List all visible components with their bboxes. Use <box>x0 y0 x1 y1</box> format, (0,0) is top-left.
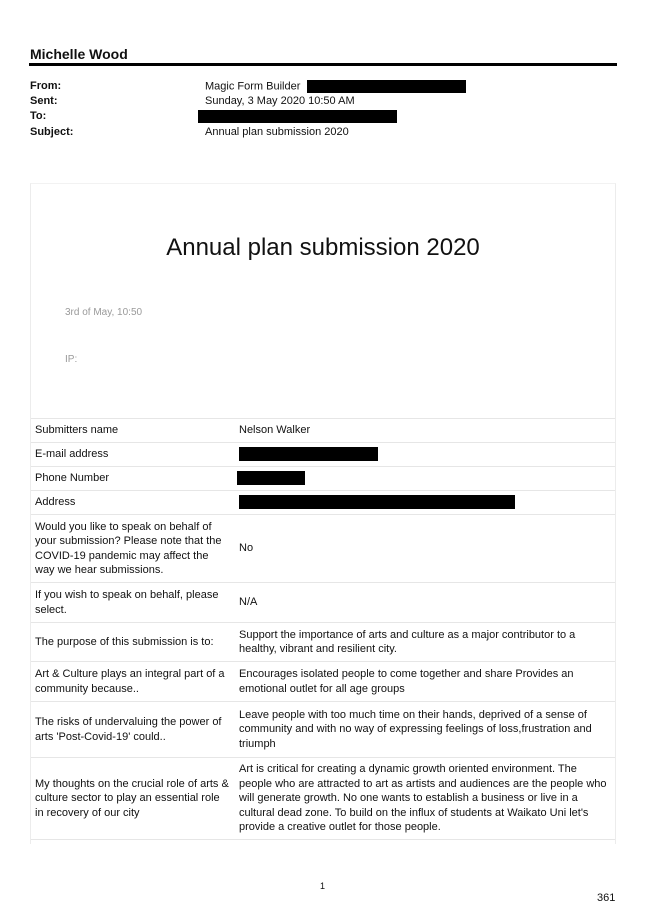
ip-label: IP: <box>65 354 78 365</box>
to-value <box>198 110 397 123</box>
submission-table <box>31 418 615 840</box>
form-submission-panel <box>30 183 616 844</box>
table-row <box>31 515 615 583</box>
question-cell: Submitters name <box>31 419 235 443</box>
table-row <box>31 702 615 758</box>
table-row <box>31 443 615 467</box>
answer-cell: Support the importance of arts and culture as a major contributor to a healthy, vibrant and resilient city. <box>235 623 615 662</box>
answer-cell: Encourages isolated people to come together and share Provides an emotional outlet for all age groups <box>235 662 615 702</box>
question-cell: E-mail address <box>31 443 235 467</box>
answer-cell: Leave people with too much time on their hands, deprived of a sense of community and with no way of expressing feelings of loss,frustration and triumph <box>235 702 615 758</box>
table-row <box>31 583 615 623</box>
submission-date: 3rd of May, 10:50 <box>65 307 143 318</box>
table-row <box>31 758 615 840</box>
page-number: 1 <box>319 881 325 891</box>
sent-label: Sent: <box>30 95 58 107</box>
table-row <box>31 491 615 515</box>
question-cell: Would you like to speak on behalf of your submission? Please note that the COVID-19 pandemic may affect the way we hear submissions. <box>31 515 235 583</box>
from-value <box>205 80 466 93</box>
question-cell: The purpose of this submission is to: <box>31 623 235 662</box>
answer-cell: Nelson Walker <box>235 419 615 443</box>
answer-cell: No <box>235 515 615 583</box>
redacted-to-address <box>198 110 397 123</box>
table-row <box>31 662 615 702</box>
from-sender: Magic Form Builder <box>205 80 301 93</box>
table-row <box>31 419 615 443</box>
answer-cell <box>235 443 615 467</box>
answer-cell: Art is critical for creating a dynamic growth oriented environment. The people who are attracted to art as artists and audiences are the people who will generate growth. No one wants to establish a business or live in a cultural dead zone. To build on the influx of students at Waikato Uni let's provide a creative outlet for those people. <box>235 758 615 840</box>
question-cell: Address <box>31 491 235 515</box>
redacted-email <box>239 447 378 461</box>
question-cell: Phone Number <box>31 467 235 491</box>
answer-cell <box>235 491 615 515</box>
table-row <box>31 623 615 662</box>
question-cell: If you wish to speak on behalf, please select. <box>31 583 235 623</box>
to-label: To: <box>30 110 47 122</box>
redacted-from-address <box>307 80 466 93</box>
form-title: Annual plan submission 2020 <box>166 234 480 261</box>
sender-name: Michelle Wood <box>30 46 128 62</box>
redacted-address <box>239 495 515 509</box>
redacted-phone <box>237 471 305 485</box>
subject-label: Subject: <box>30 126 74 138</box>
document-number: 361 <box>597 892 616 904</box>
question-cell: The risks of undervaluing the power of arts 'Post-Covid-19' could.. <box>31 702 235 758</box>
table-row <box>31 467 615 491</box>
question-cell: Art & Culture plays an integral part of a community because.. <box>31 662 235 702</box>
subject-value: Annual plan submission 2020 <box>205 126 349 138</box>
header-divider <box>29 63 617 66</box>
answer-cell <box>235 467 615 491</box>
from-label: From: <box>30 80 62 92</box>
answer-cell: N/A <box>235 583 615 623</box>
sent-value: Sunday, 3 May 2020 10:50 AM <box>205 95 355 107</box>
question-cell: My thoughts on the crucial role of arts & culture sector to play an essential role in recovery of our city <box>31 758 235 840</box>
